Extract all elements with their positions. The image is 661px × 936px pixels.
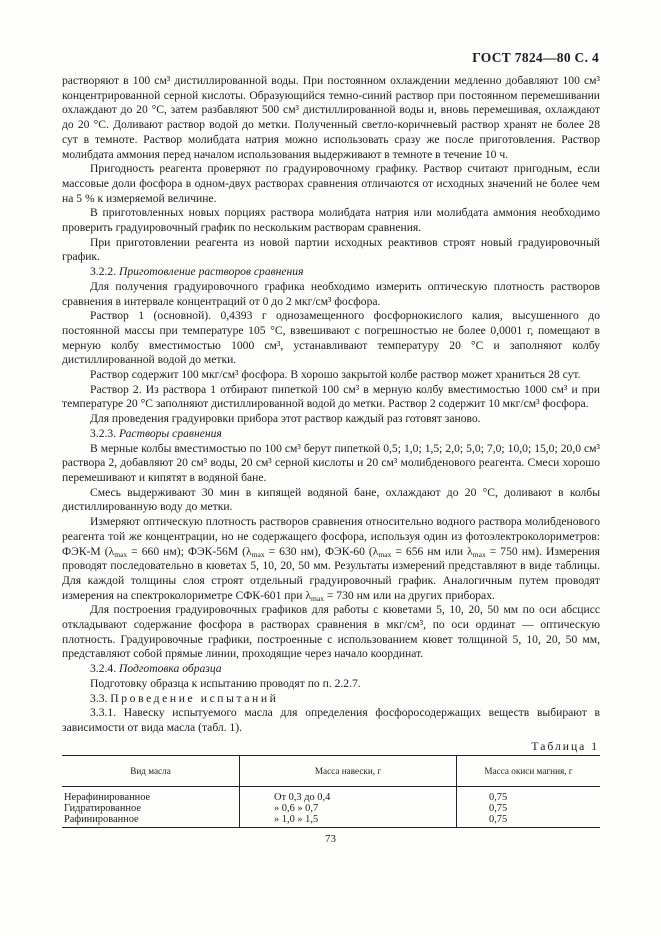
section-3-2-2-heading bbox=[62, 265, 600, 280]
paragraph-graphs: Для построения градуировочных графиков для работы с кюветами 5, 10, 20, 50 мм по оси абсцисс откладывают содержание фосфора в растворах сравнения в мкг/см³, по оси ординат — оптическую плотность. Градуировочные графики, построенные с использованием кювет толщиной 5, 10, 20, 50 мм, представляют собой прямые линии, проходящие через начало координат. bbox=[62, 603, 600, 661]
column-header-mgo-mass: Масса окиси магния, г bbox=[457, 756, 601, 787]
paragraph-solution-2: Раствор 2. Из раствора 1 отбирают пипеткой 100 см³ в мерную колбу вместимостью 1000 см³ и при температуре 20 °С заполняют дистиллированной водой до метки. Раствор 2 содержит 10 мкг/см³ фосфора. bbox=[62, 382, 600, 411]
column-header-sample-mass: Масса навески, г bbox=[240, 756, 457, 787]
lambda-max-subscript: max bbox=[472, 549, 486, 559]
document-header: ГОСТ 7824—80 С. 4 bbox=[472, 50, 599, 65]
section-title: Приготовление растворов сравнения bbox=[119, 265, 304, 279]
paragraph-optical-density: Измеряют оптическую плотность растворов сравнения относительно водного раствора молибденового реагента той же концентрации, но не содержащего фосфора, используя один из фотоэлектроколориметров: ФЭК-М ($\lambda_{max} = 660$ нм); ФЭК-56М ($\lambda_{max} = 630$ нм), ФЭК-60 ($\lambda_{max} = 656$ нм или $\lambda_{max} = 750$ нм). Измерения проводят последовательно в кюветах 5, 10, 20, 50 мм. Результаты измерений представляют в виде таблицы. Для каждой толщины слоя строят отдельный градуировочный график. Аналогичным путем проводят измерения на спектроколориметре СФК-601 при $\lambda_{max} = 730$ нм или на других приборах. bbox=[62, 515, 600, 603]
paragraph-sample-weight: 3.3.1. Навеску испытуемого масла для определения фосфоросодержащих веществ выбирают в зависимости от вида масла (табл. 1). bbox=[62, 706, 600, 734]
table-oil-sample-mass bbox=[62, 755, 600, 828]
paragraph-boiling: Смесь выдерживают 30 мин в кипящей водяной бане, охлаждают до 20 °С, доливают в колбы дистиллированную воду до метки. bbox=[62, 485, 600, 514]
paragraph-solution-1: Раствор 1 (основной). 0,4393 г однозамещенного фосфорнокислого калия, высушенного до постоянной массы при температуре 105 °С, взвешивают с погрешностью не более 0,0001 г, помещают в мерную колбу вместимостью 1000 см³, устанавливают температуру 20 °С и заполняют колбу дистиллированной водой до метки. bbox=[62, 309, 600, 367]
lambda-max-subscript: max bbox=[251, 549, 265, 559]
page-number: 73 bbox=[325, 833, 336, 845]
section-title: Проведение испытаний bbox=[110, 691, 279, 705]
lambda-max-subscript: max bbox=[114, 549, 128, 559]
paragraph-solution-2-fresh: Для проведения градуировки прибора этот раствор каждый раз готовят заново. bbox=[90, 412, 481, 426]
cell-mgo-mass: 0,75 bbox=[457, 787, 601, 804]
cell-oil-kind: Гидратированное bbox=[64, 802, 141, 814]
cell-oil-kind: Нерафинированное bbox=[64, 792, 151, 803]
table-row bbox=[62, 815, 600, 828]
lambda-max-subscript: max bbox=[378, 549, 392, 559]
section-title: Подготовка образца bbox=[119, 662, 222, 676]
section-number: 3.2.2. bbox=[90, 265, 117, 279]
section-number: 3.2.3. bbox=[90, 426, 117, 440]
section-3-2-4-heading bbox=[62, 662, 600, 677]
cell-sample-mass: От 0,3 до 0,4 bbox=[240, 787, 457, 804]
paragraph-new-batch: При приготовлении реагента из новой партии исходных реактивов строят новый градуировочный график. bbox=[62, 235, 600, 264]
section-number: 3.3. bbox=[90, 691, 108, 705]
paragraph-solution-1-content: Раствор содержит 100 мкг/см³ фосфора. В хорошо закрытой колбе раствор может храниться 28 сут. bbox=[90, 368, 581, 382]
cell-oil-kind: Рафинированное bbox=[62, 815, 240, 828]
lambda-max-subscript: max bbox=[311, 593, 324, 603]
cell-sample-mass: » 1,0 » 1,5 bbox=[240, 815, 457, 828]
table-row bbox=[62, 787, 600, 804]
column-header-oil-kind: Вид масла bbox=[62, 756, 240, 787]
cell-sample-mass: » 0,6 » 0,7 bbox=[240, 804, 457, 815]
section-title: Растворы сравнения bbox=[119, 426, 222, 440]
paragraph-continuation: растворяют в 100 см³ дистиллированной воды. При постоянном охлаждении медленно добавляют 100 см³ концентрированной серной кислоты. Образующийся темно-синий раствор при постоянном перемешивании охлаждают до 20 °С, затем разбавляют 500 см³ дистиллированной воды и, вновь перемешивая, охлаждают до 20 °С. Доливают раствор водой до метки. Полученный светло-коричневый раствор хранят не более 28 сут в темноте. Раствор молибдата натрия можно использовать сразу же после приготовления. Раствор молибдата аммония перед началом использования выдерживают в темноте в течение 10 ч. bbox=[62, 74, 600, 161]
section-3-2-3-heading bbox=[62, 427, 600, 442]
section-number: 3.2.4. bbox=[90, 662, 117, 676]
table-row bbox=[62, 804, 600, 815]
paragraph-reagent-check: Пригодность реагента проверяют по градуировочному графику. Раствор считают пригодным, если массовые доли фосфора в одном-двух растворах сравнения отличаются от исходных значений не более чем на 5 % к измеряемой величине. bbox=[62, 162, 600, 205]
table-header-row bbox=[62, 756, 600, 787]
cell-mgo-mass: 0,75 bbox=[457, 815, 601, 828]
cell-mgo-mass: 0,75 bbox=[457, 804, 601, 815]
table-caption: Таблица 1 bbox=[531, 740, 599, 753]
section-3-3-heading bbox=[62, 692, 600, 707]
paragraph-sample-prep: Подготовку образца к испытанию проводят по п. 2.2.7. bbox=[90, 676, 361, 690]
paragraph-new-portions: В приготовленных новых порциях раствора молибдата натрия или молибдата аммония необходимо проверить градуировочный график по нескольким растворам сравнения. bbox=[62, 206, 600, 235]
document-body bbox=[62, 74, 600, 736]
paragraph-calibration-intro: Для получения градуировочного графика необходимо измерить оптическую плотность растворов сравнения в интервале концентраций от 0 до 2 мкг/см³ фосфора. bbox=[62, 279, 600, 308]
paragraph-flasks: В мерные колбы вместимостью по 100 см³ берут пипеткой 0,5; 1,0; 1,5; 2,0; 5,0; 7,0; 10,0; 15,0; 20,0 см³ раствора 2, добавляют 20 см³ воды, 20 см³ серной кислоты и 20 см³ молибденового реагента. Смеси хорошо перемешивают и кипятят в водяной бане. bbox=[62, 441, 600, 484]
